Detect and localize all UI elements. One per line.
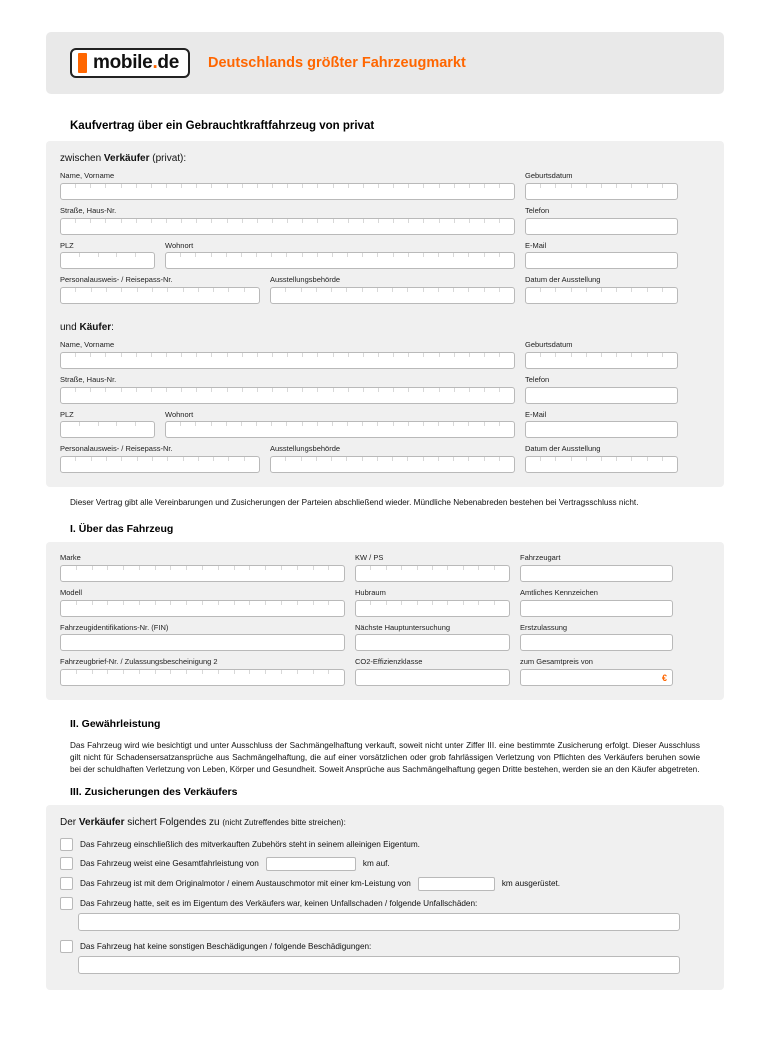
seller-name-label: Name, Vorname [60, 172, 115, 180]
buyer-street-input[interactable] [60, 387, 515, 404]
vehicle-fin-input[interactable] [60, 634, 345, 651]
assurance-item-5-label: Das Fahrzeug hat keine sonstigen Beschädigungen / folgende Beschädigungen: [80, 941, 372, 951]
seller-email-field [525, 242, 678, 270]
seller-authority-label: Ausstellungsbehörde [270, 276, 341, 285]
seller-authority-field [270, 276, 515, 304]
buyer-plz-label: PLZ [60, 410, 74, 419]
vehicle-co2-input[interactable] [355, 669, 510, 686]
buyer-email-label: E-Mail [525, 410, 547, 419]
seller-row-street [60, 207, 710, 235]
seller-city-field [165, 242, 515, 270]
logo-de: de [157, 51, 179, 73]
vehicle-art-label: Fahrzeugart [520, 554, 561, 562]
warranty-section-title: II. Gewährleistung [70, 718, 161, 730]
buyer-plz-field [60, 411, 155, 439]
vehicle-row-1 [60, 554, 710, 582]
seller-row-city [60, 242, 710, 270]
assurances-head-strong: Verkäufer [78, 816, 125, 828]
assurance-item-5[interactable] [60, 940, 710, 953]
vehicle-modell-field [60, 589, 345, 617]
header-claim: Deutschlands größter Fahrzeugmarkt [208, 55, 466, 71]
buyer-row-city [60, 411, 710, 439]
vehicle-marke-input[interactable] [60, 565, 345, 582]
vehicle-kwps-input[interactable] [355, 565, 510, 582]
mileage-total-input[interactable] [266, 857, 356, 871]
buyer-street-field [60, 376, 515, 404]
vehicle-fin-field [60, 624, 345, 652]
vehicle-co2-field [355, 658, 510, 686]
buyer-idcard-label: Personalausweis- / Reisepass-Nr. [60, 445, 173, 454]
assurance-item-1[interactable] [60, 838, 710, 851]
buyer-birthdate-input[interactable] [525, 352, 678, 369]
vehicle-modell-input[interactable] [60, 600, 345, 617]
header-bar [46, 32, 724, 94]
vehicle-marke-label: Marke [60, 554, 81, 562]
vehicle-row-3 [60, 624, 710, 652]
buyer-city-input[interactable] [165, 421, 515, 438]
assurances-heading [60, 817, 710, 828]
vehicle-art-input[interactable] [520, 565, 673, 582]
seller-phone-input[interactable] [525, 218, 678, 235]
seller-plz-field [60, 242, 155, 270]
buyer-issuedate-field [525, 445, 678, 473]
seller-phone-label: Telefon [525, 206, 550, 215]
seller-panel [46, 141, 724, 487]
buyer-heading-pre: und [60, 322, 80, 333]
buyer-issuedate-label: Datum der Ausstellung [525, 445, 601, 454]
seller-phone-field [525, 207, 678, 235]
buyer-row-name [60, 341, 710, 369]
seller-birthdate-input[interactable] [525, 183, 678, 200]
assurance-item-1-label: Das Fahrzeug einschließlich des mitverkauften Zubehörs steht in seinem alleinigen Eigentum. [80, 839, 420, 849]
logo-mark-icon [78, 53, 87, 73]
buyer-row-street [60, 376, 710, 404]
vehicle-brief-label: Fahrzeugbrief-Nr. / Zulassungsbescheinigung 2 [60, 658, 218, 667]
checkbox-icon[interactable] [60, 877, 73, 890]
vehicle-kwps-label: KW / PS [355, 554, 384, 562]
vehicle-hu-label: Nächste Hauptuntersuchung [355, 623, 451, 632]
vehicle-modell-label: Modell [60, 588, 83, 597]
vehicle-marke-field [60, 554, 345, 582]
vehicle-brief-field [60, 658, 345, 686]
logo-dot: . [152, 51, 158, 73]
buyer-heading [60, 322, 710, 333]
assurance-item-3-label-before: Das Fahrzeug ist mit dem Originalmotor / einem Austauschmotor mit einer km-Leistung von [80, 879, 411, 889]
buyer-plz-input[interactable] [60, 421, 155, 438]
engine-mileage-input[interactable] [418, 877, 495, 891]
vehicle-kennzeichen-input[interactable] [520, 600, 673, 617]
vehicle-kennzeichen-label: Amtliches Kennzeichen [520, 588, 598, 597]
seller-city-input[interactable] [165, 252, 515, 269]
seller-row-name [60, 172, 710, 200]
buyer-issuedate-input[interactable] [525, 456, 678, 473]
seller-street-label: Straße, Haus-Nr. [60, 206, 117, 215]
seller-issuedate-label: Datum der Ausstellung [525, 276, 601, 285]
buyer-authority-field [270, 445, 515, 473]
vehicle-brief-input[interactable] [60, 669, 345, 686]
buyer-authority-label: Ausstellungsbehörde [270, 445, 341, 454]
mobile-de-logo [70, 48, 190, 78]
seller-heading-pre: zwischen [60, 153, 104, 164]
buyer-heading-post: : [111, 322, 114, 333]
seller-idcard-input[interactable] [60, 287, 260, 304]
assurances-head-small: (nicht Zutreffendes bitte streichen): [222, 817, 346, 827]
buyer-name-field [60, 341, 515, 369]
buyer-authority-input[interactable] [270, 456, 515, 473]
buyer-birthdate-field [525, 341, 678, 369]
vehicle-hubraum-label: Hubraum [355, 588, 386, 597]
seller-birthdate-label: Geburtsdatum [525, 172, 573, 180]
buyer-city-field [165, 411, 515, 439]
vehicle-panel [46, 542, 724, 700]
euro-icon: € [661, 672, 667, 683]
seller-heading-post: (privat): [149, 153, 187, 164]
checkbox-icon[interactable] [60, 857, 73, 870]
vehicle-hubraum-input[interactable] [355, 600, 510, 617]
buyer-phone-field [525, 376, 678, 404]
assurance-item-3-label-after: km ausgerüstet. [501, 879, 561, 889]
buyer-phone-input[interactable] [525, 387, 678, 404]
buyer-street-label: Straße, Haus-Nr. [60, 375, 117, 384]
seller-email-input[interactable] [525, 252, 678, 269]
seller-street-input[interactable] [60, 218, 515, 235]
seller-city-label: Wohnort [165, 241, 194, 250]
assurance-item-4[interactable] [60, 897, 710, 910]
seller-authority-input[interactable] [270, 287, 515, 304]
checkbox-icon[interactable] [60, 838, 73, 851]
assurances-panel [46, 805, 724, 990]
seller-plz-label: PLZ [60, 241, 74, 250]
seller-idcard-field [60, 276, 260, 304]
buyer-idcard-field [60, 445, 260, 473]
buyer-phone-label: Telefon [525, 375, 550, 384]
other-damage-input[interactable] [78, 956, 680, 974]
logo-word: mobile [93, 51, 153, 73]
buyer-birthdate-label: Geburtsdatum [525, 341, 573, 349]
seller-idcard-label: Personalausweis- / Reisepass-Nr. [60, 276, 173, 285]
vehicle-row-2 [60, 589, 710, 617]
seller-birthdate-field [525, 172, 678, 200]
seller-issuedate-field [525, 276, 678, 304]
seller-street-field [60, 207, 515, 235]
vehicle-hu-input[interactable] [355, 634, 510, 651]
accident-damage-input[interactable] [78, 913, 680, 931]
assurances-head-pre: Der [60, 816, 79, 828]
vehicle-price-input[interactable] [520, 669, 673, 686]
logo-text [93, 53, 179, 72]
buyer-idcard-input[interactable] [60, 456, 260, 473]
assurances-section-title: III. Zusicherungen des Verkäufers [70, 785, 238, 798]
vehicle-row-4 [60, 658, 710, 686]
seller-row-id [60, 276, 710, 304]
buyer-row-id [60, 445, 710, 473]
buyer-city-label: Wohnort [165, 410, 194, 419]
assurance-item-2-label-before: Das Fahrzeug weist eine Gesamtfahrleistung von [80, 859, 259, 869]
buyer-heading-strong: Käufer [79, 322, 112, 333]
assurance-item-2-label-after: km auf. [362, 859, 390, 869]
checkbox-icon[interactable] [60, 940, 73, 953]
contract-note: Dieser Vertrag gibt alle Vereinbarungen und Zusicherungen der Parteien abschließend wieder. Mündliche Nebenabreden bestehen bei Vertragsschluss nicht. [70, 498, 639, 507]
seller-email-label: E-Mail [525, 241, 547, 250]
vehicle-section-title: I. Über das Fahrzeug [70, 523, 174, 535]
document-page [0, 32, 770, 1056]
assurance-item-2[interactable] [60, 857, 710, 871]
vehicle-price-label: zum Gesamtpreis von [520, 658, 593, 667]
vehicle-hu-field [355, 624, 510, 652]
seller-name-input[interactable] [60, 183, 515, 200]
seller-plz-input[interactable] [60, 252, 155, 269]
buyer-name-input[interactable] [60, 352, 515, 369]
vehicle-price-field [520, 658, 673, 686]
vehicle-erstzulassung-field [520, 624, 673, 652]
vehicle-kwps-field [355, 554, 510, 582]
seller-heading-strong: Verkäufer [103, 153, 150, 164]
vehicle-kennzeichen-field [520, 589, 673, 617]
assurance-item-3[interactable] [60, 877, 710, 891]
buyer-email-input[interactable] [525, 421, 678, 438]
seller-heading [60, 153, 710, 164]
vehicle-art-field [520, 554, 673, 582]
vehicle-erstzulassung-input[interactable] [520, 634, 673, 651]
vehicle-erstzulassung-label: Erstzulassung [520, 623, 568, 632]
vehicle-co2-label: CO2-Effizienzklasse [355, 658, 423, 667]
assurances-head-post: sichert Folgendes zu [124, 816, 223, 828]
buyer-name-label: Name, Vorname [60, 341, 115, 349]
warranty-text: Das Fahrzeug wird wie besichtigt und unter Ausschluss der Sachmängelhaftung verkauft, soweit nicht unter Ziffer III. eine bestimmte Zusicherung erfolgt. Dieser Ausschluss gilt nicht für Schadensersatzansprüche aus Sachmängelhaftung, die auf einer vorsätzlichen oder grob fahrlässigen Verletzung von Pflichten des Verkäufers beruhen sowie bei der schuldhaften Verletzung von Leben, Körper und Gesundheit. Soweit Ansprüche aus Sachmängelhaftung gegen Dritte bestehen, werden sie an den Käufer abgetreten. [70, 741, 700, 774]
vehicle-fin-label: Fahrzeugidentifikations-Nr. (FIN) [60, 623, 169, 632]
assurance-item-4-label: Das Fahrzeug hatte, seit es im Eigentum des Verkäufers war, keinen Unfallschaden / folgende Unfallschäden: [80, 898, 478, 908]
page-title: Kaufvertrag über ein Gebrauchtkraftfahrzeug von privat [70, 120, 375, 132]
checkbox-icon[interactable] [60, 897, 73, 910]
vehicle-hubraum-field [355, 589, 510, 617]
seller-issuedate-input[interactable] [525, 287, 678, 304]
seller-name-field [60, 172, 515, 200]
buyer-email-field [525, 411, 678, 439]
